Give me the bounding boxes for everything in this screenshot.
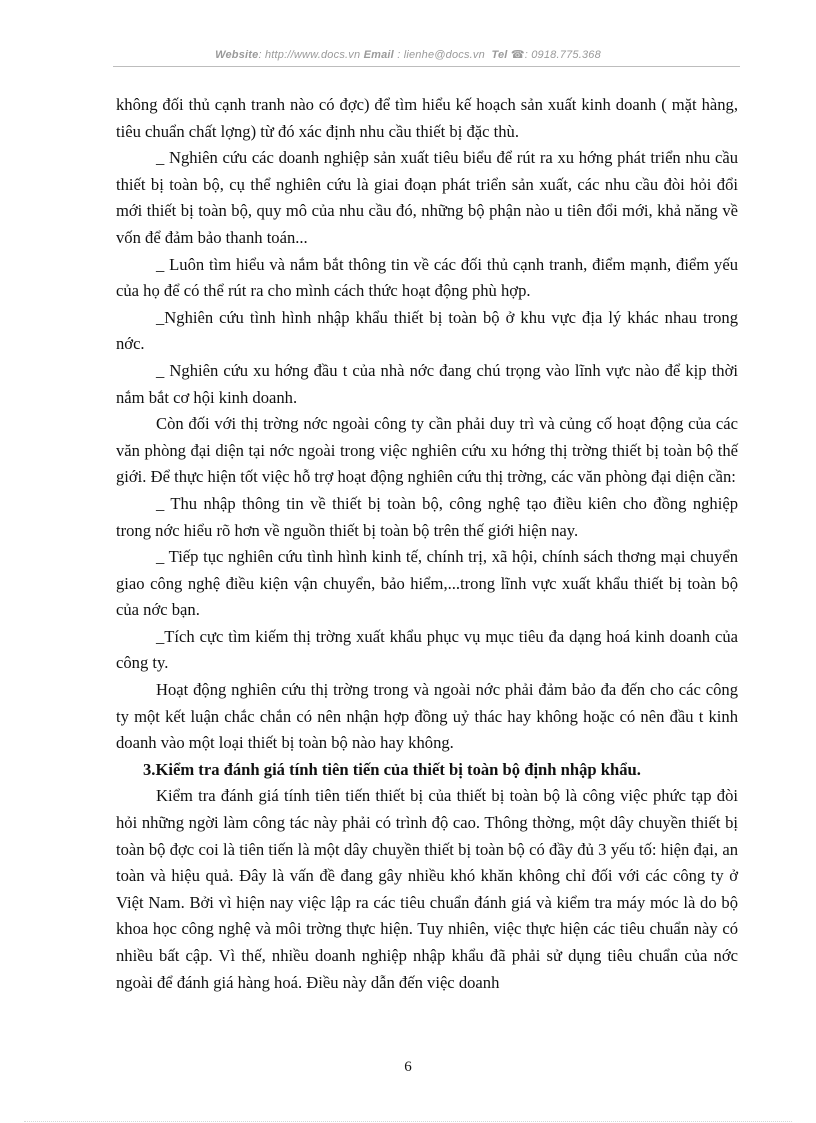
paragraph-2: _ Nghiên cứu các doanh nghiệp sản xuất tiêu biểu để rút ra xu hớng phát triển nhu cầu thiết bị toàn bộ, cụ thể nghiên cứu là giai đoạn phát triển sản xuất, các nhu cầu đòi hỏi đổi mới thiết bị toàn bộ, quy mô của nhu cầu đó, những bộ phận nào u tiên đổi mới, khả năng về vốn để đảm bảo thanh toán... xyxy=(116,148,738,247)
tel-value: : 0918.775.368 xyxy=(524,49,601,61)
paragraph-1: không đối thủ cạnh tranh nào có đợc) để tìm hiểu kế hoạch sản xuất kinh doanh ( mặt hàng, tiêu chuẩn chất lợng) từ đó xác định nhu cầu thiết bị đặc thù. xyxy=(116,95,738,141)
paragraph-4: _Nghiên cứu tình hình nhập khẩu thiết bị toàn bộ ở khu vực địa lý khác nhau trong nớc. xyxy=(116,307,738,354)
paragraph-6: Còn đối với thị trờng nớc ngoài công ty cần phải duy trì và củng cố hoạt động của các văn phòng đại diện tại nớc ngoài trong việc nghiên cứu xu hớng thị trờng thiết bị toàn bộ thế giới. Để thực hiện tốt việc hỗ trợ hoạt động nghiên cứu thị trờng, các văn phòng đại diện cần: xyxy=(116,414,738,487)
page-bottom-border xyxy=(24,1121,792,1122)
website-label: Website xyxy=(215,49,259,61)
email-value: : lienhe@docs.vn xyxy=(397,49,485,61)
paragraph-10: Hoạt động nghiên cứu thị trờng trong và ngoài nớc phải đảm bảo đa đến cho các công ty một kết luận chắc chắn có nên nhận hợp đồng uỷ thác hay không hoặc có nên đầu t kinh doanh vào một loại thiết bị toàn bộ nào hay không. xyxy=(116,680,738,753)
paragraph-9: _Tích cực tìm kiếm thị trờng xuất khẩu phục vụ mục tiêu đa dạng hoá kinh doanh của công ty. xyxy=(116,626,738,673)
tel-label: Tel xyxy=(491,49,508,61)
paragraph-8: _ Tiếp tục nghiên cứu tình hình kinh tế, chính trị, xã hội, chính sách thơng mại chuyển giao công nghệ điều kiện vận chuyển, bảo hiểm,...trong lĩnh vực xuất khẩu thiết bị toàn bộ của nớc bạn. xyxy=(116,547,738,620)
paragraph-7: _ Thu nhập thông tin về thiết bị toàn bộ, công nghệ tạo điều kiên cho đồng nghiệp trong nớc hiểu rõ hơn về nguồn thiết bị toàn bộ trên thế giới hiện nay. xyxy=(116,493,738,540)
section-paragraph: Kiểm tra đánh giá tính tiên tiến thiết bị của thiết bị toàn bộ là công việc phức tạp đòi hỏi những ngời làm công tác này phải có trình độ cao. Thông thờng, một dây chuyền thiết bị toàn bộ đợc coi là tiên tiến là một dây chuyền thiết bị toàn bộ có đầy đủ 3 yếu tố: hiện đại, an toàn và hiệu quả. Đây là vấn đề đang gây nhiều khó khăn không chỉ đối với các công ty ở Việt Nam. Bởi vì hiện nay việc lập ra các tiêu chuẩn đánh giá và kiểm tra máy móc là do bộ khoa học công nghệ và môi trờng thực hiện. Tuy nhiên, việc thực hiện các tiêu chuẩn này có nhiều bất cập. Vì thế, nhiều doanh nghiệp nhập khẩu đã phải sử dụng tiêu chuẩn của nớc ngoài để đánh giá hàng hoá. Điều này dẫn đến việc doanh xyxy=(116,786,738,992)
website-value: : http://www.docs.vn xyxy=(258,49,361,61)
section-heading: 3.Kiểm tra đánh giá tính tiên tiến của thiết bị toàn bộ định nhập khẩu. xyxy=(143,759,641,779)
document-body xyxy=(116,92,738,996)
paragraph-3: _ Luôn tìm hiểu và nắm bắt thông tin về các đối thủ cạnh tranh, điểm mạnh, điểm yếu của họ để có thể rút ra cho mình cách thức hoạt động phù hợp. xyxy=(116,254,738,301)
email-label: Email xyxy=(363,49,394,61)
page-number: 6 xyxy=(404,1059,412,1075)
header-divider xyxy=(113,66,740,67)
phone-icon: ☎ xyxy=(510,49,525,61)
page-header xyxy=(0,48,816,61)
paragraph-5: _ Nghiên cứu xu hớng đầu t của nhà nớc đang chú trọng vào lĩnh vực nào để kịp thời nắm bắt cơ hội kinh doanh. xyxy=(116,360,738,407)
